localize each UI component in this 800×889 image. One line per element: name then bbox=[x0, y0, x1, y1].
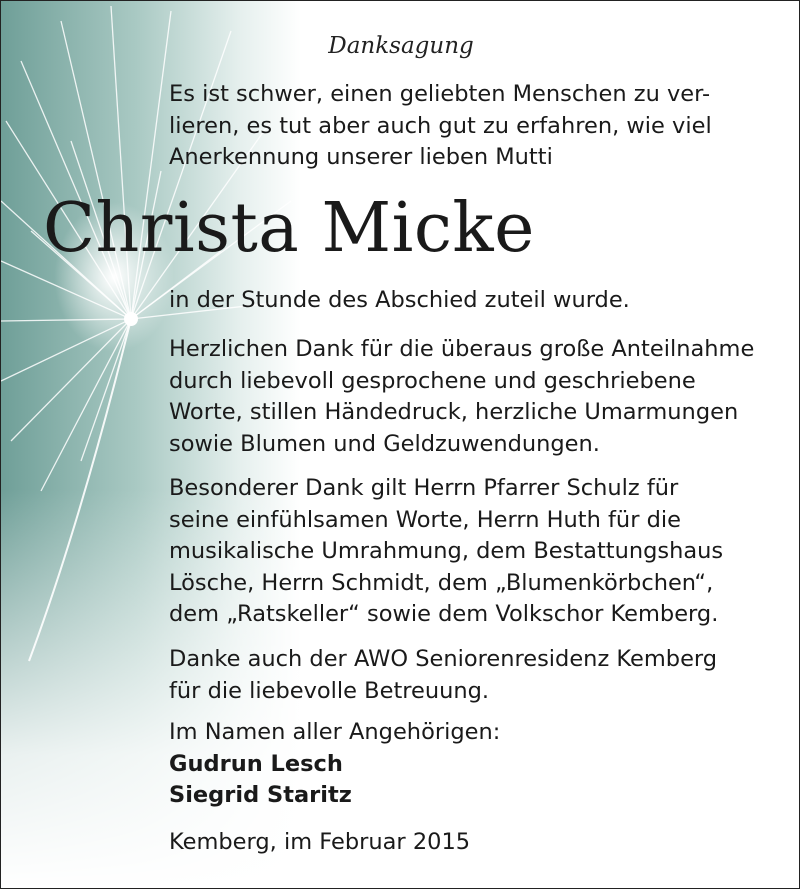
signoff-intro: Im Namen aller Angehörigen: bbox=[169, 719, 501, 745]
notice-heading: Danksagung bbox=[328, 33, 474, 59]
awo-paragraph bbox=[169, 644, 717, 707]
farewell-line: in der Stunde des Abschied zuteil wurde. bbox=[169, 287, 630, 313]
intro-line: Anerkennung unserer lieben Mutti bbox=[169, 144, 553, 170]
special-thanks-paragraph bbox=[169, 473, 723, 631]
signatory-name: Siegrid Staritz bbox=[169, 782, 352, 808]
thanks-paragraph bbox=[169, 334, 754, 460]
special-thanks-line: dem „Ratskeller“ sowie dem Volkschor Kemberg. bbox=[169, 601, 719, 627]
special-thanks-line: seine einfühlsamen Worte, Herrn Huth für die bbox=[169, 506, 681, 533]
signoff-block bbox=[169, 717, 500, 812]
special-thanks-line: musikalische Umrahmung, dem Bestattungshaus bbox=[169, 538, 724, 564]
thanks-line: Herzlichen Dank für die überaus große Anteilnahme bbox=[169, 336, 755, 362]
place-date-line: Kemberg, im Februar 2015 bbox=[169, 829, 471, 855]
awo-line: Danke auch der AWO Seniorenresidenz Kemberg bbox=[169, 646, 718, 672]
special-thanks-line: Lösche, Herrn Schmidt, dem „Blumenkörbchen“, bbox=[169, 569, 714, 596]
intro-line: lieren, es tut aber auch gut zu erfahren, wie viel bbox=[169, 112, 712, 139]
place-date bbox=[169, 827, 470, 859]
thanks-line: sowie Blumen und Geldzuwendungen. bbox=[169, 430, 600, 457]
intro-paragraph bbox=[169, 79, 712, 174]
thanks-line: durch liebevoll gesprochene und geschriebene bbox=[169, 367, 696, 394]
intro-line: Es ist schwer, einen geliebten Menschen zu ver- bbox=[169, 81, 711, 107]
deceased-name: Christa Micke bbox=[43, 189, 535, 268]
thanks-line: Worte, stillen Händedruck, herzliche Umarmungen bbox=[169, 399, 739, 425]
special-thanks-line: Besonderer Dank gilt Herrn Pfarrer Schulz für bbox=[169, 475, 679, 501]
awo-line: für die liebevolle Betreuung. bbox=[169, 677, 490, 704]
farewell-paragraph bbox=[169, 285, 630, 317]
signatory-name: Gudrun Lesch bbox=[169, 750, 343, 777]
